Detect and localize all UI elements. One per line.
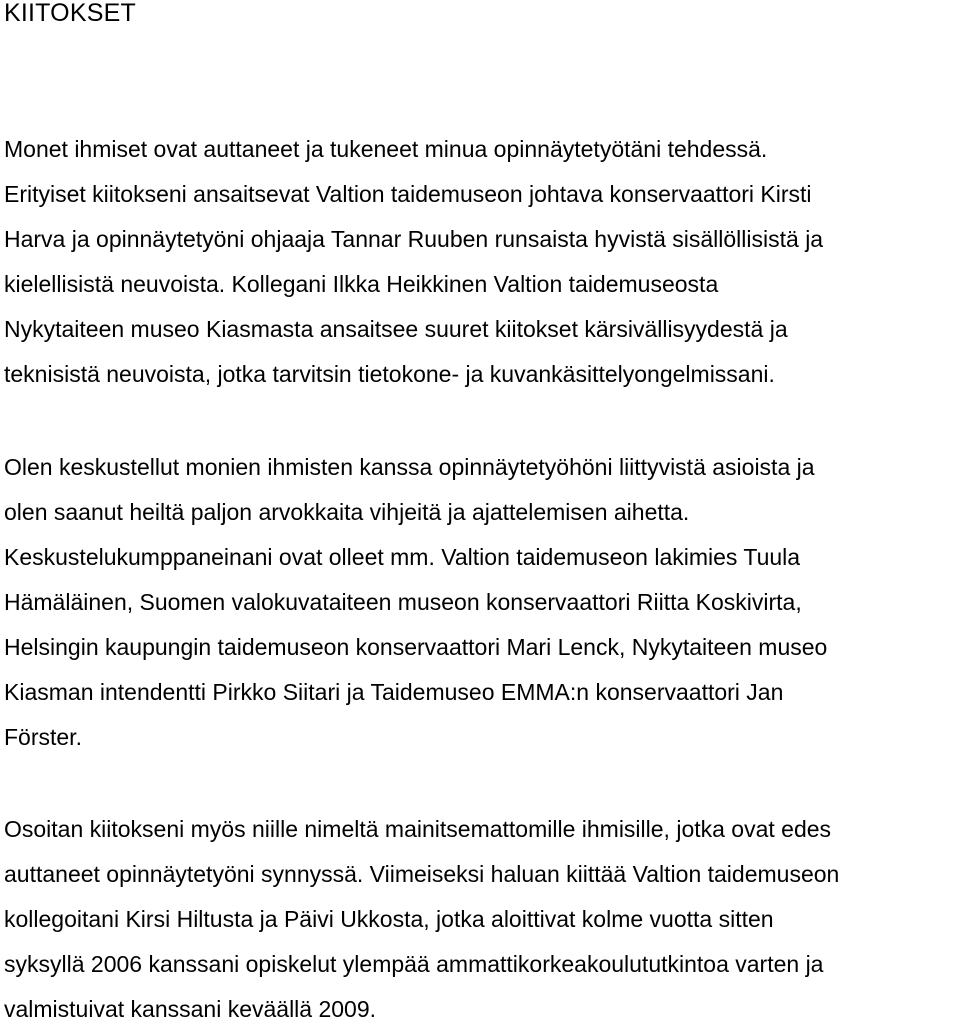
paragraph-3 <box>4 807 839 1032</box>
paragraph-line: Monet ihmiset ovat auttaneet ja tukeneet minua opinnäytetyötäni tehdessä. <box>4 136 768 162</box>
paragraph-line: kollegoitani Kirsi Hiltusta ja Päivi Ukkosta, jotka aloittivat kolme vuotta sitten <box>4 906 774 932</box>
paragraph-line: kielellisistä neuvoista. Kollegani Ilkka Heikkinen Valtion taidemuseosta <box>4 271 719 297</box>
paragraph-line: Olen keskustellut monien ihmisten kanssa opinnäytetyöhöni liittyvistä asioista ja <box>4 454 815 480</box>
paragraph-line: syksyllä 2006 kanssani opiskelut ylempää ammattikorkeakoulututkintoa varten ja <box>4 951 824 977</box>
paragraph-line: Förster. <box>4 724 82 750</box>
page-title: KIITOKSET <box>4 0 136 27</box>
paragraph-line: Keskustelukumppaneinani ovat olleet mm. Valtion taidemuseon lakimies Tuula <box>4 544 801 570</box>
paragraph-1 <box>4 127 823 397</box>
paragraph-line: Hämäläinen, Suomen valokuvataiteen museon konservaattori Riitta Koskivirta, <box>4 589 802 615</box>
paragraph-line: Helsingin kaupungin taidemuseon konservaattori Mari Lenck, Nykytaiteen museo <box>4 634 828 660</box>
paragraph-line: Harva ja opinnäytetyöni ohjaaja Tannar Ruuben runsaista hyvistä sisällöllisistä ja <box>4 226 824 252</box>
paragraph-line: Erityiset kiitokseni ansaitsevat Valtion taidemuseon johtava konservaattori Kirsti <box>4 181 812 207</box>
paragraph-line: auttaneet opinnäytetyöni synnyssä. Viimeiseksi haluan kiittää Valtion taidemuseon <box>4 861 840 887</box>
paragraph-line: olen saanut heiltä paljon arvokkaita vihjeitä ja ajattelemisen aihetta. <box>4 499 690 525</box>
paragraph-line: Nykytaiteen museo Kiasmasta ansaitsee suuret kiitokset kärsivällisyydestä ja <box>4 316 788 342</box>
paragraph-2 <box>4 445 827 760</box>
paragraph-line: Osoitan kiitokseni myös niille nimeltä mainitsemattomille ihmisille, jotka ovat edes <box>4 816 832 842</box>
paragraph-line: valmistuivat kanssani keväällä 2009. <box>4 996 377 1022</box>
paragraph-line: teknisistä neuvoista, jotka tarvitsin tietokone- ja kuvankäsittelyongelmissani. <box>4 361 775 387</box>
paragraph-line: Kiasman intendentti Pirkko Siitari ja Taidemuseo EMMA:n konservaattori Jan <box>4 679 784 705</box>
